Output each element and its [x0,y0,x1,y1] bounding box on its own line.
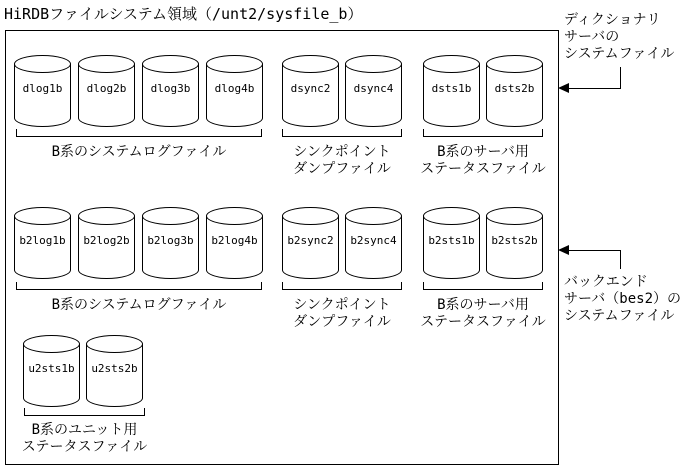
disk-cylinder-icon [423,207,480,279]
dictionary-arrow-vertical-line [620,67,621,89]
cylinder-top-ellipse [486,207,543,225]
disk-cylinder-icon [486,207,543,279]
disk-file-name: b2sync2 [287,234,334,247]
disk-cylinder-icon [142,55,199,127]
disk-file-name: b2sts2b [491,234,538,247]
disk-file-name: b2sts1b [428,234,475,247]
dictionary-server-annotation [564,12,674,63]
disk-file-name: u2sts2b [91,362,138,375]
group-label: シンクポイント ダンプファイル [293,144,391,177]
disk-cylinder-icon [86,335,143,407]
disk-cylinder-icon [282,55,339,127]
cylinder-top-ellipse [78,207,135,225]
disk-file-name: dsync4 [353,82,394,95]
disk-file-name: u2sts1b [28,362,75,375]
disk-file-name: b2sync4 [350,234,397,247]
disk-cylinder-icon [14,207,71,279]
group-label: シンクポイント ダンプファイル [293,297,391,330]
cylinder-top-ellipse [23,335,80,353]
disk-file-name: dsts1b [431,82,472,95]
cylinder-top-ellipse [345,207,402,225]
group-label: B系のユニット用 ステータスファイル [21,422,148,455]
group-bracket [24,408,145,416]
cylinder-top-ellipse [345,55,402,73]
cylinder-top-ellipse [142,55,199,73]
group-label: B系のサーバ用 ステータスファイル [420,144,546,177]
disk-file-name: dlog2b [86,82,127,95]
disk-cylinder-icon [206,207,263,279]
disk-cylinder-icon [142,207,199,279]
group-bracket [282,282,402,290]
cylinder-top-ellipse [142,207,199,225]
arrow-left-icon [558,83,569,93]
annotation-line: システムファイル [564,308,675,324]
disk-file-name: dlog3b [150,82,191,95]
group-label: B系のシステムログファイル [51,297,227,313]
disk-cylinder-icon [14,55,71,127]
arrow-left-icon [558,245,569,255]
group-bracket [282,129,402,137]
cylinder-top-ellipse [78,55,135,73]
diagram-title: HiRDBファイルシステム領域（/unt2/sysfile_b） [4,5,363,23]
group-bracket [16,282,262,290]
cylinder-top-ellipse [423,55,480,73]
disk-cylinder-icon [23,335,80,407]
annotation-line: ディクショナリ [564,12,661,28]
disk-cylinder-icon [78,55,135,127]
disk-cylinder-icon [486,55,543,127]
group-bracket [423,129,543,137]
cylinder-top-ellipse [14,207,71,225]
disk-cylinder-icon [345,55,402,127]
disk-file-name: b2log3b [147,234,194,247]
annotation-line: バックエンド [564,274,648,290]
group-bracket [423,282,543,290]
disk-file-name: dlog1b [22,82,63,95]
backend-server-annotation [564,274,681,325]
disk-cylinder-icon [423,55,480,127]
disk-file-name: dsts2b [494,82,535,95]
group-label: B系のシステムログファイル [51,144,227,160]
disk-cylinder-icon [345,207,402,279]
backend-arrow-horizontal-line [569,250,621,251]
annotation-line: システムファイル [564,46,675,62]
disk-file-name: b2log2b [83,234,130,247]
disk-cylinder-icon [282,207,339,279]
dictionary-arrow-horizontal-line [569,88,621,89]
disk-cylinder-icon [78,207,135,279]
cylinder-top-ellipse [282,207,339,225]
disk-file-name: dsync2 [290,82,331,95]
cylinder-top-ellipse [206,207,263,225]
backend-arrow-vertical-line [620,250,621,269]
cylinder-top-ellipse [206,55,263,73]
cylinder-top-ellipse [14,55,71,73]
disk-cylinder-icon [206,55,263,127]
cylinder-top-ellipse [86,335,143,353]
cylinder-top-ellipse [282,55,339,73]
annotation-line: サーバ（bes2）の [564,291,682,307]
group-label: B系のサーバ用 ステータスファイル [420,297,546,330]
cylinder-top-ellipse [486,55,543,73]
group-bracket [16,129,262,137]
annotation-line: サーバの [564,29,620,45]
disk-file-name: b2log4b [211,234,258,247]
cylinder-top-ellipse [423,207,480,225]
disk-file-name: b2log1b [19,234,66,247]
disk-file-name: dlog4b [214,82,255,95]
